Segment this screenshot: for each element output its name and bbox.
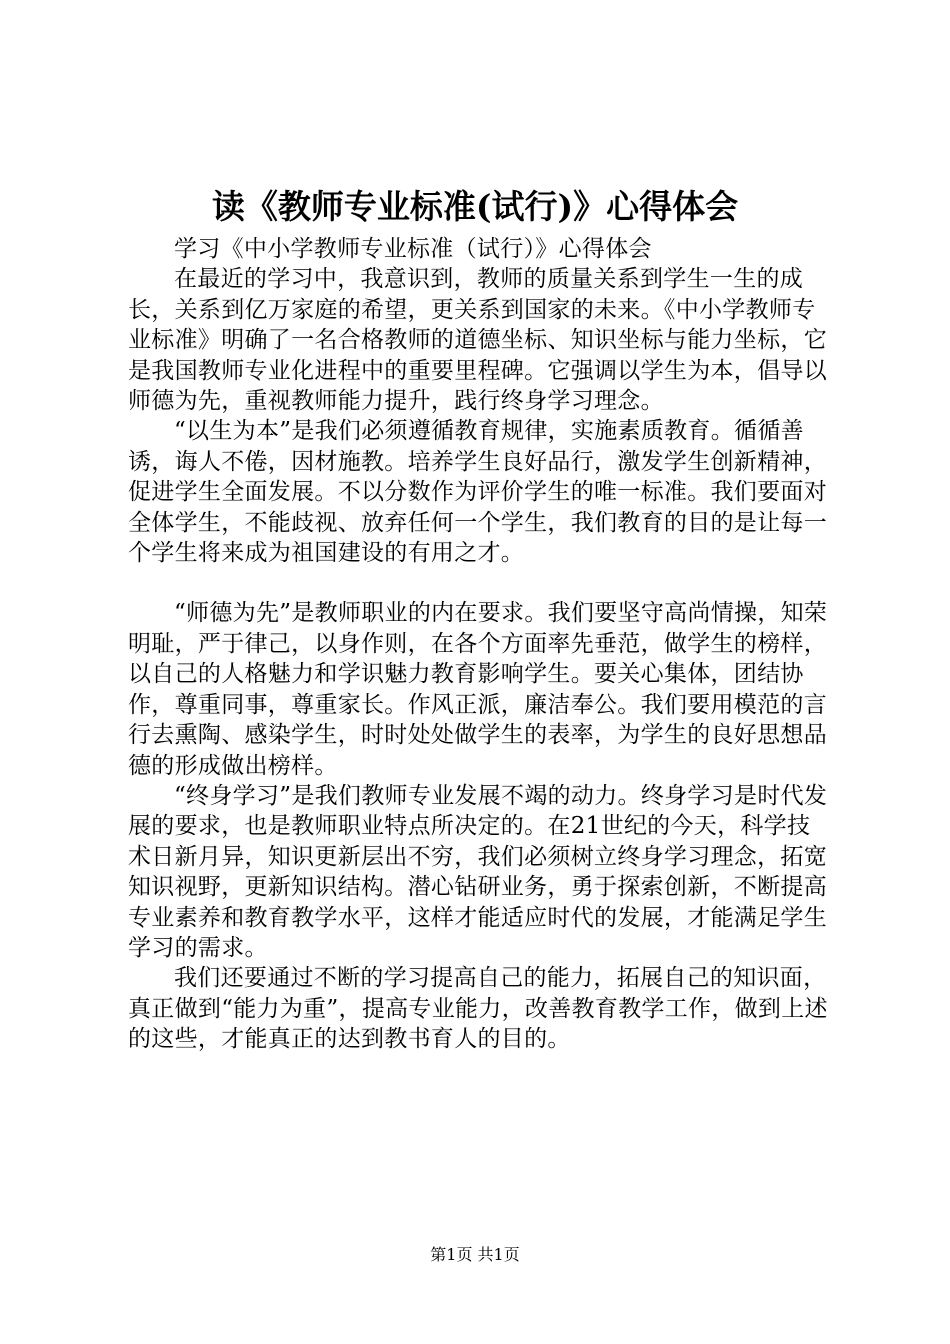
paragraph-student-centered: “以生为本”是我们必须遵循教育规律，实施素质教育。循循善诱，诲人不倦，因材施教。培养学生良好品行，激发学生创新精神，促进学生全面发展。不以分数作为评价学生的唯一标准。我们要面对全体学生，不能歧视、放弃任何一个学生，我们教育的目的是让每一个学生将来成为祖国建设的有用之才。 <box>128 418 827 567</box>
document-title: 读《教师专业标准(试行)》心得体会 <box>211 187 739 226</box>
paragraph-lifelong-learning: “终身学习”是我们教师专业发展不竭的动力。终身学习是时代发展的要求，也是教师职业特点所决定的。在21世纪的今天，科学技术日新月异，知识更新层出不穷，我们必须树立终身学习理念，拓宽知识视野，更新知识结构。潜心钻研业务，勇于探索创新，不断提高专业素养和教育教学水平，这样才能适应时代的发展，才能满足学生学习的需求。 <box>128 782 828 961</box>
paragraph-ethics-first: “师德为先”是教师职业的内在要求。我们要坚守高尚情操，知荣明耻，严于律己，以身作则，在各个方面率先垂范，做学生的榜样，以自己的人格魅力和学识魅力教育影响学生。要关心集体，团结协作，尊重同事，尊重家长。作风正派，廉洁奉公。我们要用模范的言行去熏陶、感染学生，时时处处做学生的表率，为学生的良好思想品德的形成做出榜样。 <box>128 600 828 779</box>
document-subtitle: 学习《中小学教师专业标准（试行）》心得体会 <box>174 236 652 262</box>
paragraph-conclusion: 我们还要通过不断的学习提高自己的能力，拓展自己的知识面，真正做到“能力为重”，提高专业能力，改善教育教学工作，做到上述的这些，才能真正的达到教书育人的目的。 <box>128 965 828 1053</box>
paragraph-intro: 在最近的学习中，我意识到，教师的质量关系到学生一生的成长，关系到亿万家庭的希望，更关系到国家的未来。《中小学教师专业标准》明确了一名合格教师的道德坐标、知识坐标与能力坐标，它是我国教师专业化进程中的重要里程碑。它强调以学生为本，倡导以师德为先，重视教师能力提升，践行终身学习理念。 <box>128 266 827 415</box>
page-number-footer: 第1页 共1页 <box>430 1245 520 1264</box>
document-body <box>128 234 828 1055</box>
